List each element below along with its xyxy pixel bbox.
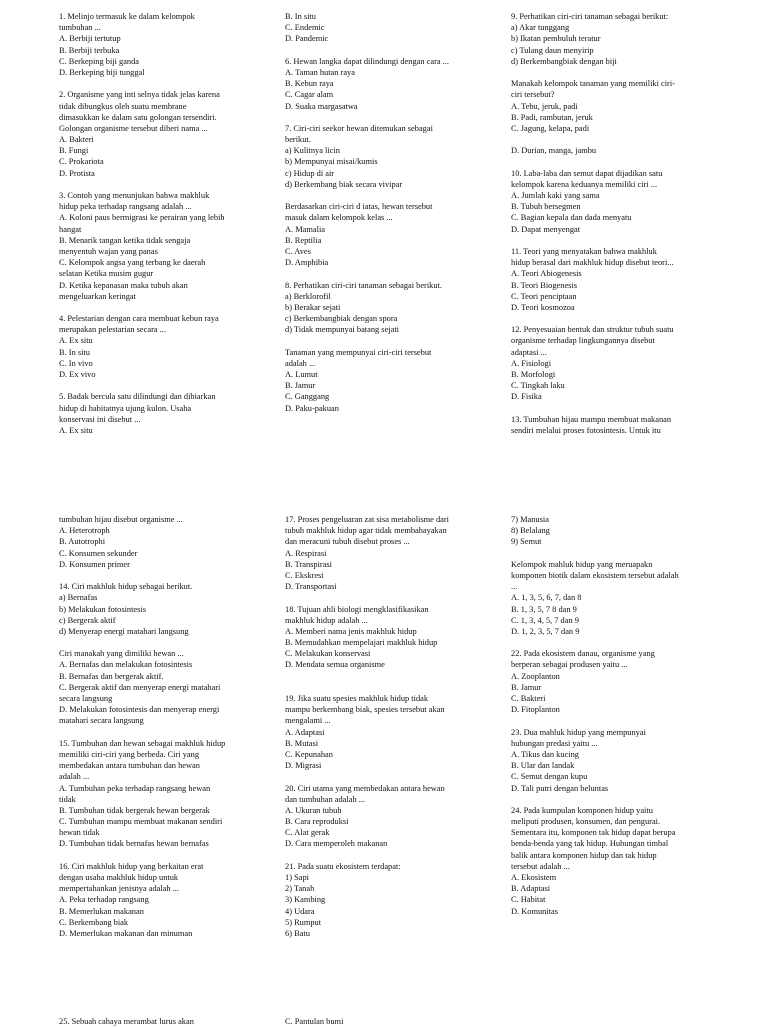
text-line: D. Transportasi (285, 582, 337, 592)
line-gap (59, 850, 259, 861)
text-line: B. Memerlukan makanan (59, 906, 144, 916)
text-line: matahari secara langsung (59, 716, 144, 726)
text-line: 13. Tumbuhan hijau mampu membuat makanan (511, 414, 672, 424)
text-line: D. 1, 2, 3, 5, 7 dan 9 (511, 626, 580, 636)
text-line: b) Ikatan pembuluh teratur (511, 34, 601, 44)
text-line: 23. Dua mahluk hidup yang mempunyai (511, 727, 646, 737)
text-line: C. Tumbuhan mampu membuat makanan sendiri (59, 817, 223, 827)
text-line: C. Bergerak aktif dan menyerap energi matahari (59, 682, 221, 692)
text-line: tubuh makhluk hidup agar tidak membahayakan (285, 526, 447, 536)
text-line: A. Fisiologi (511, 358, 552, 368)
text-line: A. Bakteri (59, 135, 94, 145)
text-line: C. Tingkah laku (511, 381, 565, 391)
text-line: ciri tersebut? (511, 90, 555, 100)
text-line: B. In situ (59, 347, 90, 357)
text-line: B. In situ (285, 12, 316, 21)
text-line: c) Hidup di air (285, 168, 335, 178)
text-line: A. Ex situ (59, 336, 93, 346)
text-line: D. Amphibia (285, 258, 329, 268)
line-gap (59, 380, 259, 391)
text-line: Sementara itu, komponen tak hidup dapat berupa (511, 828, 676, 838)
text-line: 5) Rumput (285, 917, 322, 927)
text-line: C. Berkeping biji ganda (59, 56, 140, 66)
text-line: D. Dapat menyengat (511, 224, 581, 234)
text-line: B. 1, 3, 5, 7 8 dan 9 (511, 604, 577, 614)
text-line: adalah ... (59, 772, 90, 782)
text-line: A. Tikus dan kucing (511, 749, 579, 759)
text-line: D. Memerlukan makanan dan minuman (59, 928, 193, 938)
text-line: C. Kelompok angsa yang terbang ke daerah (59, 258, 206, 268)
text-line: C. Habitat (511, 895, 546, 905)
text-line: A. Koloni paus bermigrasi ke perairan yang lebih (59, 213, 225, 223)
text-line: organisme terhadap lingkungannya disebut (511, 336, 655, 346)
line-gap (285, 112, 485, 123)
text-line: B. Fungi (59, 146, 89, 156)
text-line: C. Alat gerak (285, 828, 330, 838)
line-gap (511, 156, 711, 167)
text-line: secara langsung (59, 694, 113, 703)
text-line: membedakan antara tumbuhan dan hewan (59, 761, 200, 771)
text-line: mempertahankan jenisnya adalah ... (59, 884, 179, 894)
text-line: 9) Semut (511, 537, 542, 547)
line-gap (285, 671, 485, 682)
text-line: A. 1, 3, 5, 6, 7, dan 8 (511, 593, 582, 603)
text-line: c) Tulang daun menyirip (511, 45, 594, 55)
top-column-2 (285, 11, 485, 414)
text-line: A. Tumbuhan peka terhadap rangsang hewan (59, 783, 211, 793)
line-gap (511, 548, 711, 559)
text-line: mampu berkembang biak, spesies tersebut akan (285, 705, 445, 715)
text-line: C. Ekskresi (285, 570, 324, 580)
text-line: A. Ekosistem (511, 873, 557, 882)
text-line: tidak (59, 794, 76, 804)
text-line: D. Ketika kepanasan maka tubuh akan (59, 280, 188, 290)
text-line: D. Durian, manga, jambu (511, 146, 597, 156)
text-line: B. Jamur (285, 381, 316, 391)
text-line: Tanaman yang mempunyai ciri-ciri tersebut (285, 347, 432, 357)
text-line: D. Melakukan fotosintesis dan menyerap energi (59, 705, 220, 715)
line-gap (285, 45, 485, 56)
text-line: A. Lumut (285, 370, 318, 379)
text-line: C. Semut dengan kupu (511, 772, 588, 782)
text-line: a) Bernafas (59, 593, 98, 603)
text-line: D. Protista (59, 168, 95, 178)
text-line: D. Tumbuhan tidak bernafas hewan bernafas (59, 839, 209, 849)
text-line: A. Ex situ (59, 425, 93, 435)
text-line: B. Bernafas dan bergerak aktif. (59, 671, 164, 681)
line-gap (59, 570, 259, 581)
text-line: B. Reptilia (285, 235, 322, 245)
text-line: D. Ex vivo (59, 370, 96, 379)
text-line: B. Menarik tangan ketika tidak sengaja (59, 235, 191, 245)
line-gap (285, 850, 485, 861)
text-line: 14. Ciri makhluk hidup sebagai berikut. (59, 582, 193, 592)
text-line: B. Mutasi (285, 738, 319, 748)
text-line: 10. Laba-laba dan semut dapat dijadikan satu (511, 168, 663, 178)
text-line: benda-benda yang tak hidup. Hubungan timbal (511, 839, 669, 849)
text-line: B. Autotrophi (59, 537, 106, 547)
text-line: 19. Jika suatu spesies makhluk hidup tidak (285, 694, 429, 703)
text-line: hidup peka terhadap rangsang adalah ... (59, 202, 192, 212)
text-line: berperan sebagai produsen yaitu ... (511, 660, 628, 670)
text-line: d) Berkembang biak secara vivipar (285, 179, 403, 189)
text-line: D. Komunitas (511, 906, 558, 916)
text-line: dan meracuni tubuh disebut proses ... (285, 537, 410, 547)
text-line: Kelompok mahluk hidup yang meruapakn (511, 559, 653, 569)
text-line: C. Bagian kepala dan dada menyatu (511, 213, 632, 223)
text-line: hangat (59, 224, 82, 234)
text-line: 24. Pada kumpulan komponen hidup yaitu (511, 805, 653, 815)
text-line: 4) Udara (285, 906, 315, 916)
middle-column-3 (511, 514, 711, 917)
text-line: a) Berklorofil (285, 291, 331, 301)
line-gap (59, 727, 259, 738)
text-line: D. Berkeping biji tunggal (59, 67, 145, 77)
text-line: 16. Ciri makhluk hidup yang berkaitan erat (59, 861, 204, 871)
line-gap (285, 682, 485, 693)
top-column-1 (59, 11, 259, 436)
bottom-column-1 (59, 1016, 259, 1027)
top-column-3 (511, 11, 711, 436)
text-line: d) Menyerap energi matahari langsung (59, 626, 189, 636)
text-line: 3) Kambing (285, 895, 326, 905)
line-gap (285, 592, 485, 603)
text-line: C. Prokariota (59, 157, 104, 167)
text-line: masuk dalam kelompok kelas ... (285, 213, 393, 223)
line-gap (285, 335, 485, 346)
text-line: 15. Tumbuhan dan hewan sebagai makhluk hidup (59, 738, 226, 748)
text-line: B. Ular dan landak (511, 761, 575, 771)
text-line: C. Endemic (285, 23, 325, 33)
text-line: 7. Ciri-ciri seekor hewan ditemukan sebagai (285, 123, 433, 133)
text-line: D. Teori kosmozoa (511, 302, 575, 312)
text-line: tidak dibungkus oleh suatu membrane (59, 101, 187, 111)
text-line: d) Berkembangbiak dengan biji (511, 56, 617, 66)
line-gap (511, 313, 711, 324)
text-line: berikut. (285, 135, 311, 145)
text-line: D. Fisika (511, 392, 542, 402)
text-line: A. Peka terhadap rangsang (59, 895, 149, 905)
text-line: 8) Belalang (511, 526, 550, 536)
text-line: mengalami ... (285, 716, 331, 726)
text-line: a) Akar tunggang (511, 23, 570, 33)
text-line: c) Berkembangbiak dengan spora (285, 314, 398, 324)
text-line: C. Cagar alam (285, 90, 334, 100)
line-gap (511, 403, 711, 414)
text-line: A. Taman hutan raya (285, 67, 355, 77)
text-line: menyentuh wajan yang panas (59, 246, 158, 256)
text-line: C. Aves (285, 246, 311, 256)
text-line: 12. Penyesuaian bentuk dan struktur tubuh suatu (511, 325, 674, 335)
line-gap (511, 715, 711, 726)
text-line: 18. Tujuan ahli biologi mengklasifikasikan (285, 604, 429, 614)
bottom-column-2 (285, 1016, 485, 1027)
text-line: hubungan predasi yaitu ... (511, 738, 598, 748)
text-line: B. Transpirasi (285, 559, 333, 569)
text-line: B. Kebun raya (285, 79, 334, 89)
text-line: 4. Pelestarian dengan cara membuat kebun raya (59, 314, 219, 324)
text-line: meliputi produsen, konsumen, dan pengurai. (511, 817, 661, 827)
text-line: 17. Proses pengeluaran zat sisa metabolisme dari (285, 515, 449, 524)
text-line: b) Melakukan fotosintesis (59, 604, 146, 614)
middle-column-1 (59, 514, 259, 939)
line-gap (285, 771, 485, 782)
text-line: memiliki ciri-ciri yang berbeda. Ciri yang (59, 749, 200, 759)
text-line: D. Suaka margasatwa (285, 101, 358, 111)
text-line: 9. Perhatikan ciri-ciri tanaman sebagai berikut: (511, 12, 669, 21)
text-line: 7) Manusia (511, 515, 549, 524)
text-line: komponen biotik dalam ekosistem tersebut adalah (511, 570, 679, 580)
text-line: A. Heterotroph (59, 526, 110, 536)
text-line: D. Tali putri dengan beluntas (511, 783, 609, 793)
text-line: C. Ganggang (285, 392, 330, 402)
text-line: C. In vivo (59, 358, 93, 368)
text-line: tersebut adalah ... (511, 861, 570, 871)
text-line: B. Berbiji terbuka (59, 45, 120, 55)
text-line: ... (511, 582, 518, 592)
text-line: D. Paku-pakuan (285, 403, 339, 413)
text-line: 6. Hewan langka dapat dilindungi dengan cara ... (285, 56, 449, 66)
text-line: a) Kulitnya licin (285, 146, 340, 156)
text-line: 20. Ciri utama yang membedakan antara hewan (285, 783, 445, 793)
text-line: C. Jagung, kelapa, padi (511, 123, 590, 133)
text-line: 11. Teori yang menyatakan bahwa makhluk (511, 246, 657, 256)
text-line: 2) Tanah (285, 884, 315, 894)
text-line: tumbuhan ... (59, 23, 101, 33)
text-line: D. Mendata semua organisme (285, 660, 385, 670)
text-line: hidup di habitatnya ujung kulon. Usaha (59, 403, 192, 413)
text-line: 21. Pada suatu ekosistem terdapat: (285, 861, 401, 871)
text-line: B. Morfologi (511, 370, 556, 379)
text-line: dan tumbuhan adalah ... (285, 794, 366, 804)
text-line: adalah ... (285, 358, 316, 368)
text-line: konservasi ini disebut ... (59, 414, 141, 424)
text-line: A. Bernafas dan melakukan fotosintesis (59, 660, 193, 670)
text-line: 1. Melinjo termasuk ke dalam kelompok (59, 12, 195, 21)
text-line: C. Bakteri (511, 694, 546, 703)
text-line: D. Migrasi (285, 761, 322, 771)
text-line: A. Mamalia (285, 224, 326, 234)
text-line: C. Konsumen sekunder (59, 548, 138, 558)
text-line: c) Bergerak aktif (59, 615, 116, 625)
line-gap (59, 302, 259, 313)
text-line: D. Konsumen primer (59, 559, 130, 569)
text-line: tumbuhan hijau disebut organisme ... (59, 515, 183, 524)
text-line: B. Adaptasi (511, 884, 551, 894)
text-line: A. Respirasi (285, 548, 327, 558)
text-line: merupakan pelestarian secara ... (59, 325, 166, 335)
text-line: D. Cara memperoleh makanan (285, 839, 388, 849)
line-gap (511, 235, 711, 246)
text-line: b) Mempunyai misai/kumis (285, 157, 378, 167)
middle-column-2 (285, 514, 485, 939)
text-line: B. Teori Biogenesis (511, 280, 578, 290)
text-line: A. Teori Abiogenesis (511, 269, 582, 279)
line-gap (511, 794, 711, 805)
line-gap (511, 134, 711, 145)
text-line: B. Tubuh bersegmen (511, 202, 581, 212)
line-gap (511, 637, 711, 648)
text-line: dengan usaha makhluk hidup untuk (59, 873, 179, 882)
text-line: 22. Pada ekosistem danau, organisme yang (511, 649, 655, 659)
text-line: 2. Organisme yang inti selnya tidak jelas karena (59, 90, 220, 100)
text-line: 5. Badak bercula satu dilindungi dan dibiarkan (59, 392, 216, 402)
text-line: b) Berakar sejati (285, 302, 341, 312)
text-line: C. Teori penciptaan (511, 291, 577, 301)
text-line: Manakah kelompok tanaman yang memiliki ciri- (511, 79, 675, 89)
line-gap (59, 78, 259, 89)
text-line: A. Berbiji tertutup (59, 34, 121, 44)
text-line: D. Fitoplanton (511, 705, 560, 715)
line-gap (511, 67, 711, 78)
text-line: Golongan organisme tersebut diberi nama ... (59, 123, 208, 133)
text-line: balik antara komponen hidup dan tak hidup (511, 850, 657, 860)
text-line: 25. Sebuah cahaya merambat lurus akan (59, 1017, 194, 1026)
text-line: kelompok karena keduanya memiliki ciri ... (511, 179, 658, 189)
text-line: d) Tidak mempunyai batang sejati (285, 325, 399, 335)
text-line: A. Jumlah kaki yang sama (511, 191, 600, 200)
text-line: C. Melakukan konservasi (285, 649, 371, 659)
text-line: A. Adaptasi (285, 727, 325, 737)
text-line: 1) Sapi (285, 873, 309, 882)
text-line: 8. Perhatikan ciri-ciri tanaman sebagai berikut. (285, 280, 442, 290)
text-line: B. Padi, rambutan, jeruk (511, 112, 593, 122)
text-line: D. Pandemic (285, 34, 329, 44)
text-line: 3. Contoh yang menunjukan bahwa makhluk (59, 191, 210, 200)
text-line: B. Jamur (511, 682, 542, 692)
text-line: A. Zooplanton (511, 671, 560, 681)
text-line: Ciri manakah yang dimiliki hewan ... (59, 649, 184, 659)
text-line: C. Berkembang biak (59, 917, 129, 927)
text-line: C. Kepunahan (285, 749, 333, 759)
text-line: B. Tumbuhan tidak bergerak hewan bergerak (59, 805, 210, 815)
text-line: hewan tidak (59, 828, 100, 838)
text-line: sendiri melalui proses fotosintesis. Untuk itu (511, 425, 661, 435)
text-line: 6) Batu (285, 928, 310, 938)
line-gap (59, 179, 259, 190)
text-line: mengeluarkan keringat (59, 291, 136, 301)
text-line: C. Pantulan bumi (285, 1017, 344, 1026)
text-line: A. Tebu, jeruk, padi (511, 101, 578, 111)
text-line: B. Memudahkan mempelajari makhluk hidup (285, 638, 438, 648)
text-line: Berdasarkan ciri-ciri d iatas, hewan tersebut (285, 202, 433, 212)
text-line: makhluk hidup adalah ... (285, 615, 368, 625)
line-gap (59, 637, 259, 648)
line-gap (285, 268, 485, 279)
line-gap (285, 190, 485, 201)
text-line: selatan Ketika musim gugur (59, 269, 154, 279)
text-line: hidup berasal dari makhluk hidup disebut teori... (511, 258, 674, 268)
text-line: dimasukkan ke dalam satu golongan tersendiri. (59, 112, 217, 122)
text-line: adaptasi ... (511, 347, 547, 357)
text-line: A. Memberi nama jenis makhluk hidup (285, 626, 417, 636)
text-line: B. Cara reproduksi (285, 817, 349, 827)
text-line: A. Ukuran tubuh (285, 805, 342, 815)
text-line: C. 1, 3, 4, 5, 7 dan 9 (511, 615, 579, 625)
